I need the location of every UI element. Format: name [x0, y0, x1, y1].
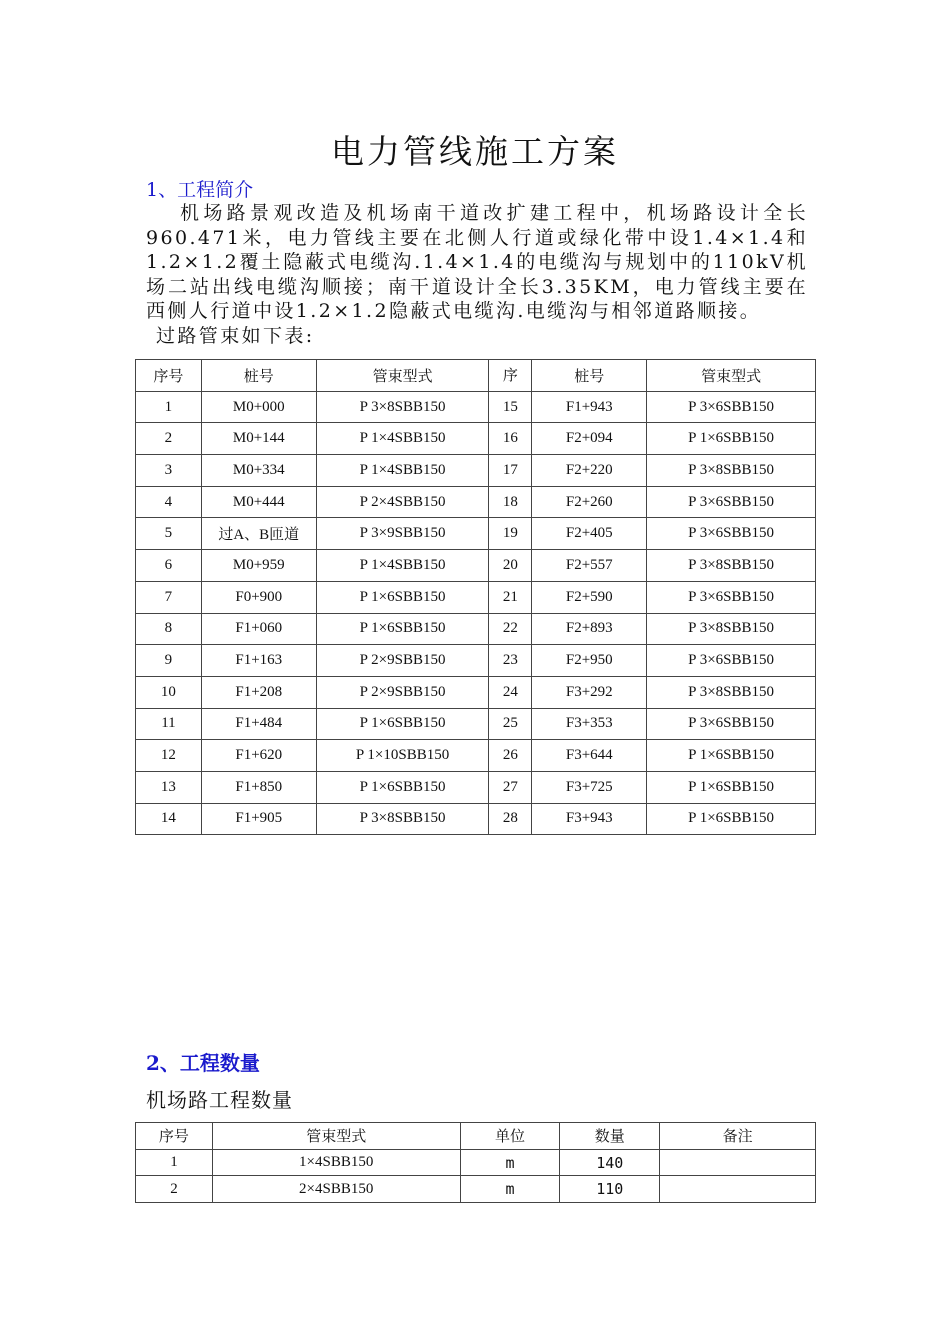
table-cell: F2+260 — [532, 486, 647, 518]
table-header-row — [136, 1123, 816, 1150]
table-row — [136, 771, 816, 803]
table-cell: 17 — [489, 455, 532, 487]
header-seq-2: 序 — [489, 360, 532, 392]
header-quantity: 数量 — [560, 1123, 660, 1150]
crossing-pipe-table — [135, 359, 816, 835]
table-row — [136, 391, 816, 423]
section-2-heading: 2、工程数量 — [146, 1051, 260, 1075]
quantity-table — [135, 1122, 816, 1203]
table-cell: 9 — [136, 645, 202, 677]
table-cell: P 2×9SBB150 — [316, 645, 489, 677]
table-cell: 1×4SBB150 — [212, 1149, 460, 1176]
table-cell: P 1×4SBB150 — [316, 550, 489, 582]
intro-paragraph: 机场路景观改造及机场南干道改扩建工程中，机场路设计全长960.471米，电力管线主要在北侧人行道或绿化带中设1.4×1.4和1.2×1.2覆土隐蔽式电缆沟.1.4×1.4的电缆沟与规划中的110kV机场二站出线电缆沟顺接；南干道设计全长3.35KM，电力管线主要在西侧人行道中设1.2×1.2隐蔽式电缆沟.电缆沟与相邻道路顺接。 — [146, 202, 808, 322]
table-row — [136, 550, 816, 582]
table-row — [136, 645, 816, 677]
table-cell: P 3×6SBB150 — [647, 518, 816, 550]
table-cell: P 3×6SBB150 — [647, 645, 816, 677]
table-row — [136, 613, 816, 645]
header-pipe-type: 管束型式 — [316, 360, 489, 392]
header-unit: 单位 — [460, 1123, 560, 1150]
table-cell: P 3×8SBB150 — [647, 613, 816, 645]
section-2-subheading: 机场路工程数量 — [146, 1088, 293, 1112]
header-station-2: 桩号 — [532, 360, 647, 392]
table-cell: P 1×4SBB150 — [316, 423, 489, 455]
table-cell: F1+060 — [201, 613, 316, 645]
table-intro: 过路管束如下表: — [156, 324, 315, 347]
document-title: 电力管线施工方案 — [331, 132, 619, 171]
table-cell: P 1×6SBB150 — [647, 423, 816, 455]
table-cell: 19 — [489, 518, 532, 550]
table-cell: 12 — [136, 740, 202, 772]
table-cell: 10 — [136, 676, 202, 708]
table-cell — [660, 1149, 816, 1176]
table-cell: 5 — [136, 518, 202, 550]
table-row — [136, 708, 816, 740]
table-cell: F2+893 — [532, 613, 647, 645]
table-cell: F3+644 — [532, 740, 647, 772]
table-cell: P 1×6SBB150 — [316, 771, 489, 803]
quantity-table-body — [136, 1149, 816, 1202]
header-seq: 序号 — [136, 360, 202, 392]
table-cell: P 1×6SBB150 — [316, 708, 489, 740]
table-cell: F2+557 — [532, 550, 647, 582]
table-cell: F1+484 — [201, 708, 316, 740]
table-cell: 18 — [489, 486, 532, 518]
header-pipe-type-2: 管束型式 — [647, 360, 816, 392]
table-cell: P 3×6SBB150 — [647, 708, 816, 740]
table-cell: 26 — [489, 740, 532, 772]
table-cell: P 3×8SBB150 — [647, 676, 816, 708]
crossing-table-body — [136, 391, 816, 835]
table-cell: F1+163 — [201, 645, 316, 677]
table-row — [136, 518, 816, 550]
table-cell: F1+620 — [201, 740, 316, 772]
table-cell: 22 — [489, 613, 532, 645]
table-cell: F2+220 — [532, 455, 647, 487]
table-cell: 140 — [560, 1149, 660, 1176]
table-cell: 11 — [136, 708, 202, 740]
table-cell: F2+950 — [532, 645, 647, 677]
table-cell: 7 — [136, 581, 202, 613]
table-cell: 13 — [136, 771, 202, 803]
table-cell: P 3×6SBB150 — [647, 391, 816, 423]
table-cell: F1+943 — [532, 391, 647, 423]
table-row — [136, 486, 816, 518]
table-cell: 24 — [489, 676, 532, 708]
table-cell: P 2×4SBB150 — [316, 486, 489, 518]
table-cell: 2 — [136, 423, 202, 455]
table-cell: m — [460, 1149, 560, 1176]
table-cell: 3 — [136, 455, 202, 487]
table-header-row — [136, 360, 816, 392]
table-cell: P 1×6SBB150 — [647, 771, 816, 803]
table-cell: P 1×6SBB150 — [316, 613, 489, 645]
table-cell: M0+334 — [201, 455, 316, 487]
table-cell: F2+405 — [532, 518, 647, 550]
table-cell: P 3×8SBB150 — [647, 455, 816, 487]
table-row — [136, 455, 816, 487]
table-row — [136, 1149, 816, 1176]
table-row — [136, 423, 816, 455]
table-cell: P 3×8SBB150 — [316, 391, 489, 423]
table-cell: 21 — [489, 581, 532, 613]
table-cell: 8 — [136, 613, 202, 645]
table-cell: F0+900 — [201, 581, 316, 613]
table-row — [136, 1176, 816, 1203]
table-row — [136, 581, 816, 613]
table-cell: 1 — [136, 1149, 213, 1176]
section-1-heading: 1、工程简介 — [146, 179, 254, 201]
table-cell: F1+905 — [201, 803, 316, 835]
header-remarks: 备注 — [660, 1123, 816, 1150]
table-cell: 2 — [136, 1176, 213, 1203]
table-row — [136, 676, 816, 708]
table-cell: F1+850 — [201, 771, 316, 803]
table-cell: F2+094 — [532, 423, 647, 455]
table-cell: 1 — [136, 391, 202, 423]
table-cell: P 1×6SBB150 — [316, 581, 489, 613]
header-station: 桩号 — [201, 360, 316, 392]
table-cell: P 1×4SBB150 — [316, 455, 489, 487]
table-cell: M0+444 — [201, 486, 316, 518]
table-cell: P 1×10SBB150 — [316, 740, 489, 772]
table-cell: 16 — [489, 423, 532, 455]
table-cell — [660, 1176, 816, 1203]
table-cell: F3+725 — [532, 771, 647, 803]
table-cell: M0+959 — [201, 550, 316, 582]
table-cell: P 1×6SBB150 — [647, 803, 816, 835]
table-row — [136, 740, 816, 772]
table-cell: 110 — [560, 1176, 660, 1203]
table-cell: F3+943 — [532, 803, 647, 835]
table-cell: 4 — [136, 486, 202, 518]
table-cell: 15 — [489, 391, 532, 423]
table-cell: 14 — [136, 803, 202, 835]
table-cell: 28 — [489, 803, 532, 835]
header-pipe-type: 管束型式 — [212, 1123, 460, 1150]
table-cell: 2×4SBB150 — [212, 1176, 460, 1203]
table-cell: F2+590 — [532, 581, 647, 613]
table-cell: 过A、B匝道 — [201, 518, 316, 550]
table-cell: 25 — [489, 708, 532, 740]
section-1-body — [146, 201, 808, 348]
table-cell: 6 — [136, 550, 202, 582]
table-row — [136, 803, 816, 835]
table-cell: F3+292 — [532, 676, 647, 708]
table-cell: P 3×6SBB150 — [647, 581, 816, 613]
table-cell: P 3×6SBB150 — [647, 486, 816, 518]
table-cell: P 1×6SBB150 — [647, 740, 816, 772]
table-cell: M0+000 — [201, 391, 316, 423]
table-cell: F1+208 — [201, 676, 316, 708]
table-cell: P 3×8SBB150 — [647, 550, 816, 582]
table-cell: F3+353 — [532, 708, 647, 740]
table-cell: M0+144 — [201, 423, 316, 455]
table-cell: 20 — [489, 550, 532, 582]
table-cell: P 2×9SBB150 — [316, 676, 489, 708]
table-cell: m — [460, 1176, 560, 1203]
table-cell: 23 — [489, 645, 532, 677]
table-cell: P 3×9SBB150 — [316, 518, 489, 550]
table-cell: 27 — [489, 771, 532, 803]
header-seq: 序号 — [136, 1123, 213, 1150]
table-cell: P 3×8SBB150 — [316, 803, 489, 835]
